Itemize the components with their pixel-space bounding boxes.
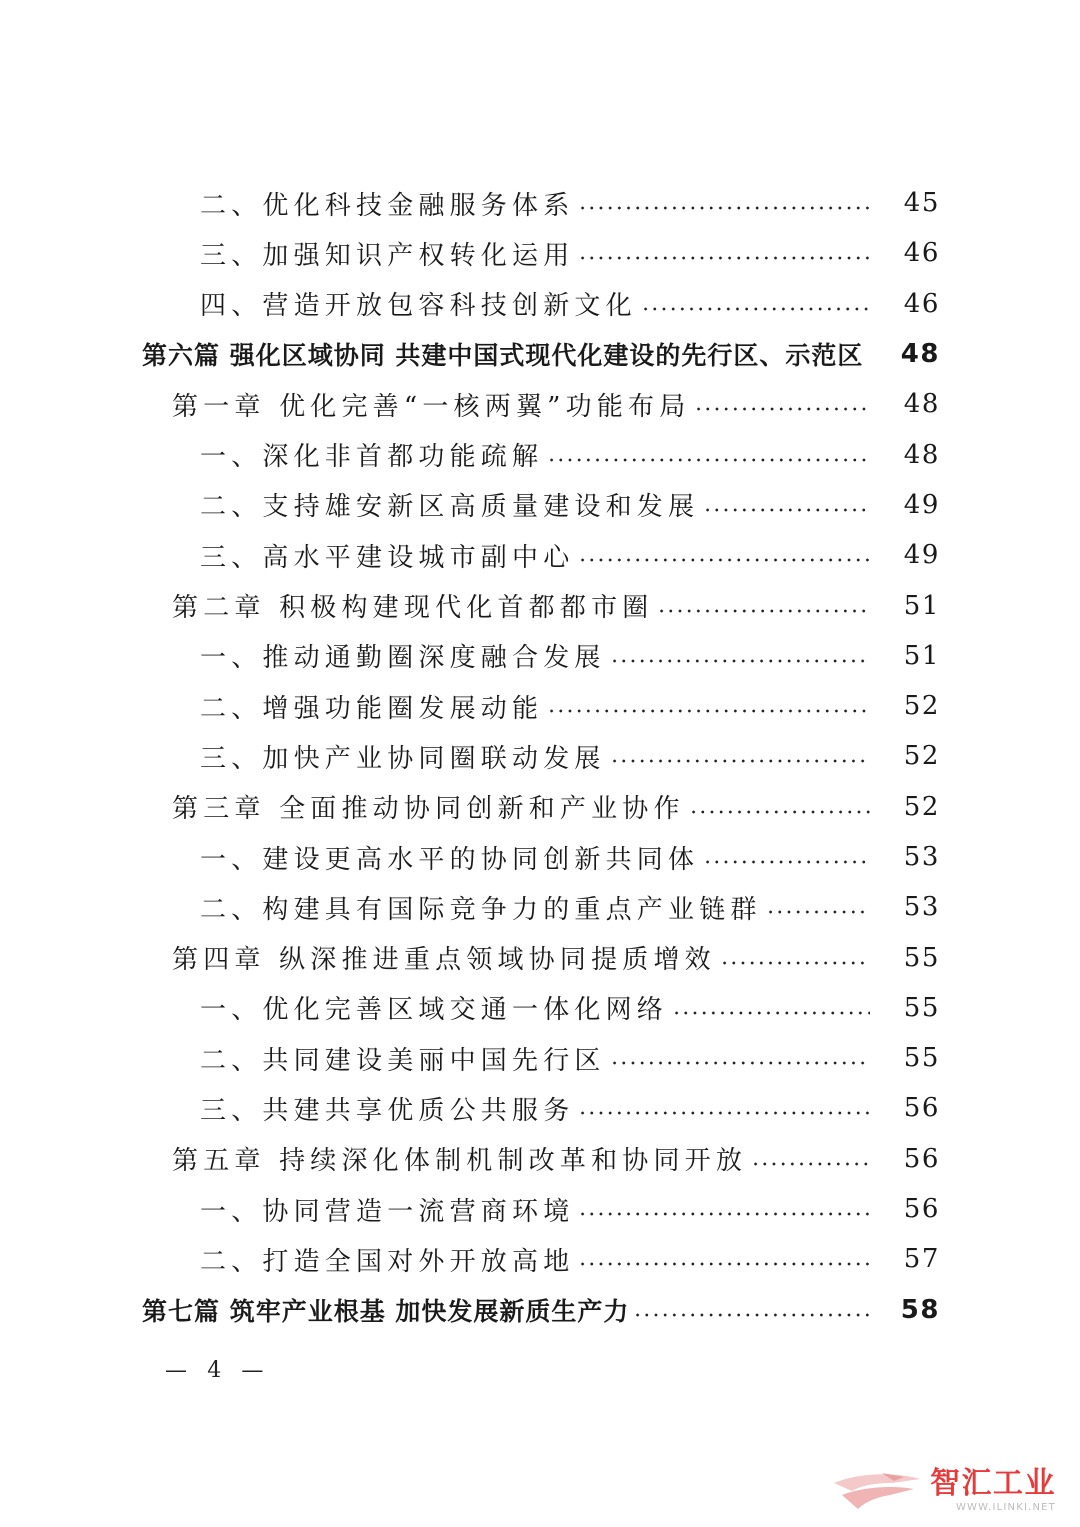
- toc-entry-title: 三、高水平建设城市副中心: [200, 542, 575, 573]
- toc-entry-page: 52: [903, 741, 940, 772]
- toc-entry-section[interactable]: [0, 832, 1080, 882]
- watermark-url: WWW.ILINKI.NET: [955, 1502, 1056, 1513]
- toc-entry-page: 56: [903, 1143, 940, 1174]
- toc-leader-dots: [689, 792, 870, 822]
- toc-entry-section[interactable]: [0, 631, 1080, 681]
- toc-entry-title: 一、优化完善区域交通一体化网络: [200, 995, 669, 1026]
- toc-entry-page: 56: [903, 1093, 940, 1124]
- toc-entry-page: 55: [903, 992, 940, 1023]
- toc-leader-dots: [578, 540, 870, 570]
- toc-entry-page: 48: [900, 339, 940, 370]
- toc-leader-dots: [578, 238, 870, 268]
- toc-entry-title: 第一章 优化完善“一核两翼”功能布局: [172, 391, 691, 422]
- toc-entry-page: 52: [903, 691, 940, 722]
- toc-entry-page: 55: [903, 1043, 940, 1074]
- toc-leader-dots: [703, 842, 870, 872]
- toc-entry-title: 一、推动通勤圈深度融合发展: [200, 643, 606, 674]
- toc-leader-dots: [578, 188, 870, 218]
- toc-leader-dots: [547, 440, 870, 470]
- toc-entry-page: 49: [903, 489, 940, 520]
- toc-entry-page: 56: [903, 1194, 940, 1225]
- toc-leader-dots: [610, 641, 870, 671]
- toc-entry-chapter[interactable]: [0, 932, 1080, 982]
- toc-entry-section[interactable]: [0, 1033, 1080, 1083]
- toc-entry-section[interactable]: [0, 480, 1080, 530]
- toc-leader-dots: [720, 943, 870, 973]
- toc-entry-page: 49: [903, 540, 940, 571]
- page-number: — 4 —: [165, 1358, 270, 1383]
- toc-entry-title: 二、支持雄安新区高质量建设和发展: [200, 492, 700, 523]
- toc-entry-section[interactable]: [0, 983, 1080, 1033]
- toc-entry-part[interactable]: [0, 1285, 1080, 1335]
- toc-entry-page: 45: [903, 188, 940, 219]
- toc-entry-section[interactable]: [0, 530, 1080, 580]
- toc-entry-page: 46: [903, 238, 940, 269]
- toc-entry-section[interactable]: [0, 1234, 1080, 1284]
- toc-leader-dots: [610, 741, 870, 771]
- toc-entry-title: 四、营造开放包容科技创新文化: [200, 291, 637, 322]
- toc-leader-dots: [578, 1194, 870, 1224]
- toc-leader-dots: [672, 993, 870, 1023]
- toc-entry-section[interactable]: [0, 1184, 1080, 1234]
- toc-entry-page: 46: [903, 288, 940, 319]
- toc-entry-title: 二、打造全国对外开放高地: [200, 1246, 575, 1277]
- toc-entry-title: 一、建设更高水平的协同创新共同体: [200, 844, 700, 875]
- toc-entry-section[interactable]: [0, 228, 1080, 278]
- toc-entry-title: 二、增强功能圈发展动能: [200, 693, 544, 724]
- toc-entry-page: 53: [903, 892, 940, 923]
- toc-entry-title: 二、构建具有国际竞争力的重点产业链群: [200, 894, 762, 925]
- toc-entry-title: 第五章 持续深化体制机制改革和协同开放: [172, 1146, 748, 1177]
- toc-entry-page: 58: [900, 1294, 940, 1325]
- toc-entry-title: 一、深化非首都功能疏解: [200, 442, 544, 473]
- toc-entry-section[interactable]: [0, 429, 1080, 479]
- toc-entry-title: 一、协同营造一流营商环境: [200, 1196, 575, 1227]
- toc-entry-chapter[interactable]: [0, 580, 1080, 630]
- toc-entry-title: 三、加强知识产权转化运用: [200, 240, 575, 271]
- toc-leader-dots: [633, 1295, 870, 1325]
- toc-leader-dots: [766, 892, 870, 922]
- toc-entry-section[interactable]: [0, 681, 1080, 731]
- toc-entry-section[interactable]: [0, 882, 1080, 932]
- toc-entry-section[interactable]: [0, 1083, 1080, 1133]
- toc-entry-page: 57: [903, 1244, 940, 1275]
- toc-entry-title: 二、优化科技金融服务体系: [200, 190, 575, 221]
- toc-entry-page: 48: [903, 389, 940, 420]
- toc-entry-page: 53: [903, 842, 940, 872]
- toc-entry-title: 二、共同建设美丽中国先行区: [200, 1045, 606, 1076]
- toc-entry-page: 48: [903, 439, 940, 470]
- toc-entry-page: 52: [903, 791, 940, 822]
- table-of-contents: [0, 178, 1080, 1335]
- toc-leader-dots: [547, 691, 870, 721]
- toc-entry-chapter[interactable]: [0, 782, 1080, 832]
- toc-entry-page: 51: [903, 640, 940, 671]
- toc-entry-title: 第四章 纵深推进重点领域协同提质增效: [172, 945, 716, 976]
- toc-leader-dots: [578, 1093, 870, 1123]
- toc-entry-title: 第三章 全面推动协同创新和产业协作: [172, 794, 685, 825]
- toc-leader-dots: [657, 591, 870, 621]
- toc-leader-dots: [610, 1043, 870, 1073]
- toc-entry-page: 55: [903, 942, 940, 973]
- toc-leader-dots: [751, 1144, 870, 1174]
- toc-entry-section[interactable]: [0, 731, 1080, 781]
- toc-entry-title: 第二章 积极构建现代化首都都市圈: [172, 593, 654, 624]
- toc-entry-section[interactable]: [0, 279, 1080, 329]
- toc-entry-part[interactable]: [0, 329, 1080, 379]
- brand-logo-icon: [832, 1469, 922, 1513]
- toc-entry-chapter[interactable]: [0, 1134, 1080, 1184]
- toc-leader-dots: [578, 1244, 870, 1274]
- toc-entry-title: 三、共建共享优质公共服务: [200, 1095, 575, 1126]
- toc-leader-dots: [703, 490, 870, 520]
- toc-entry-title: 第七篇 筑牢产业根基 加快发展新质生产力: [142, 1296, 630, 1326]
- toc-leader-dots: [694, 389, 870, 419]
- toc-entry-page: 51: [903, 590, 940, 621]
- watermark: [832, 1466, 1056, 1513]
- toc-leader-dots: [641, 289, 870, 319]
- toc-entry-chapter[interactable]: [0, 379, 1080, 429]
- toc-entry-title: 第六篇 强化区域协同 共建中国式现代化建设的先行区、示范区: [142, 341, 864, 371]
- watermark-brand: 智汇工业: [930, 1466, 1056, 1501]
- toc-leader-dots: [867, 339, 870, 369]
- toc-entry-title: 三、加快产业协同圈联动发展: [200, 743, 606, 774]
- toc-entry-section[interactable]: [0, 178, 1080, 228]
